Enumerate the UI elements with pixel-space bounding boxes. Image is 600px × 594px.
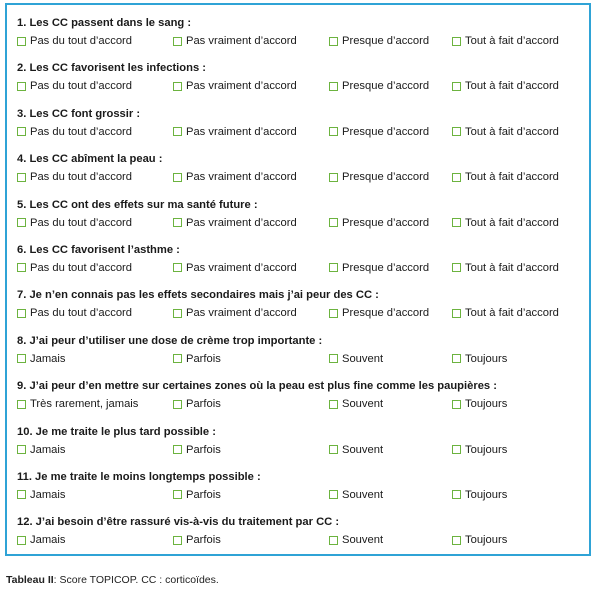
checkbox-icon[interactable] <box>173 218 182 227</box>
checkbox-icon[interactable] <box>173 263 182 272</box>
checkbox-icon[interactable] <box>452 490 461 499</box>
question-4 <box>17 149 587 194</box>
option-label: Presque d’accord <box>342 261 430 274</box>
checkbox-option[interactable] <box>329 398 383 410</box>
caption-text: : Score TOPICOP. CC : corticoïdes. <box>53 574 219 586</box>
checkbox-option[interactable] <box>329 217 429 229</box>
option-label: Presque d’accord <box>342 307 430 320</box>
checkbox-option[interactable] <box>452 534 507 546</box>
option-label: Jamais <box>30 443 66 456</box>
checkbox-icon[interactable] <box>452 173 461 182</box>
answer-options <box>17 444 587 458</box>
question-title: 9. J’ai peur d’en mettre sur certaines zones où la peau est plus fine comme les paupières : <box>17 380 497 393</box>
option-label: Pas vraiment d’accord <box>186 261 297 274</box>
checkbox-icon[interactable] <box>17 218 26 227</box>
checkbox-option[interactable] <box>173 80 297 92</box>
checkbox-icon[interactable] <box>452 400 461 409</box>
checkbox-option[interactable] <box>17 398 138 410</box>
checkbox-icon[interactable] <box>329 218 338 227</box>
answer-options <box>17 489 587 503</box>
checkbox-option[interactable] <box>17 35 132 47</box>
option-label: Toujours <box>465 534 508 547</box>
answer-options <box>17 171 587 185</box>
option-label: Toujours <box>465 352 508 365</box>
checkbox-option[interactable] <box>452 262 559 274</box>
checkbox-icon[interactable] <box>329 354 338 363</box>
option-label: Presque d’accord <box>342 171 430 184</box>
question-9 <box>17 376 587 421</box>
question-1 <box>17 13 587 58</box>
question-6 <box>17 240 587 285</box>
option-label: Tout à fait d’accord <box>465 307 559 320</box>
checkbox-option[interactable] <box>173 398 221 410</box>
checkbox-icon[interactable] <box>329 263 338 272</box>
answer-options <box>17 262 587 276</box>
checkbox-option[interactable] <box>17 80 132 92</box>
option-label: Pas du tout d’accord <box>30 80 132 93</box>
question-title: 12. J’ai besoin d’être rassuré vis-à-vis du traitement par CC : <box>17 516 340 529</box>
checkbox-icon[interactable] <box>173 354 182 363</box>
checkbox-icon[interactable] <box>329 445 338 454</box>
checkbox-icon[interactable] <box>329 173 338 182</box>
option-label: Jamais <box>30 488 66 501</box>
question-2 <box>17 58 587 103</box>
checkbox-icon[interactable] <box>452 536 461 545</box>
checkbox-option[interactable] <box>452 217 559 229</box>
checkbox-option[interactable] <box>329 534 383 546</box>
option-label: Parfois <box>186 534 221 547</box>
option-label: Tout à fait d’accord <box>465 261 559 274</box>
option-label: Pas vraiment d’accord <box>186 216 297 229</box>
answer-options <box>17 353 587 367</box>
answer-options <box>17 534 587 548</box>
option-label: Pas du tout d’accord <box>30 261 132 274</box>
answer-options <box>17 35 587 49</box>
checkbox-icon[interactable] <box>452 354 461 363</box>
question-title: 7. Je n’en connais pas les effets secondaires mais j’ai peur des CC : <box>17 289 379 302</box>
option-label: Souvent <box>342 398 384 411</box>
checkbox-option[interactable] <box>329 171 429 183</box>
option-label: Pas vraiment d’accord <box>186 125 297 138</box>
option-label: Presque d’accord <box>342 216 430 229</box>
option-label: Pas du tout d’accord <box>30 216 132 229</box>
checkbox-option[interactable] <box>173 307 297 319</box>
checkbox-icon[interactable] <box>173 490 182 499</box>
checkbox-option[interactable] <box>329 262 429 274</box>
checkbox-option[interactable] <box>17 444 65 456</box>
checkbox-icon[interactable] <box>329 400 338 409</box>
checkbox-icon[interactable] <box>173 445 182 454</box>
caption-label: Tableau II <box>6 574 54 586</box>
option-label: Presque d’accord <box>342 80 430 93</box>
option-label: Pas du tout d’accord <box>30 125 132 138</box>
checkbox-icon[interactable] <box>17 445 26 454</box>
question-title: 5. Les CC ont des effets sur ma santé future : <box>17 198 258 211</box>
checkbox-icon[interactable] <box>17 536 26 545</box>
checkbox-option[interactable] <box>452 80 559 92</box>
option-label: Pas vraiment d’accord <box>186 35 297 47</box>
checkbox-icon[interactable] <box>17 490 26 499</box>
option-label: Tout à fait d’accord <box>465 216 559 229</box>
checkbox-option[interactable] <box>173 171 297 183</box>
checkbox-icon[interactable] <box>17 37 26 46</box>
option-label: Pas vraiment d’accord <box>186 80 297 93</box>
checkbox-option[interactable] <box>329 444 383 456</box>
option-label: Très rarement, jamais <box>30 398 139 411</box>
checkbox-option[interactable] <box>329 126 429 138</box>
checkbox-icon[interactable] <box>452 127 461 136</box>
option-label: Parfois <box>186 398 221 411</box>
checkbox-icon[interactable] <box>17 82 26 91</box>
checkbox-option[interactable] <box>329 80 429 92</box>
checkbox-option[interactable] <box>452 353 507 365</box>
option-label: Souvent <box>342 488 384 501</box>
option-label: Tout à fait d’accord <box>465 171 559 184</box>
question-10 <box>17 422 587 467</box>
checkbox-option[interactable] <box>17 262 132 274</box>
answer-options <box>17 80 587 94</box>
checkbox-option[interactable] <box>173 534 221 546</box>
option-label: Jamais <box>30 534 66 547</box>
checkbox-option[interactable] <box>17 489 65 501</box>
checkbox-option[interactable] <box>452 307 559 319</box>
questions-list <box>17 13 587 558</box>
checkbox-option[interactable] <box>173 35 297 47</box>
checkbox-icon[interactable] <box>173 37 182 46</box>
question-title: 3. Les CC font grossir : <box>17 107 141 120</box>
checkbox-icon[interactable] <box>17 309 26 318</box>
question-11 <box>17 467 587 512</box>
option-label: Presque d’accord <box>342 125 430 138</box>
question-title: 1. Les CC passent dans le sang : <box>17 17 192 29</box>
option-label: Pas vraiment d’accord <box>186 171 297 184</box>
answer-options <box>17 307 587 321</box>
answer-options <box>17 398 587 412</box>
checkbox-icon[interactable] <box>17 173 26 182</box>
checkbox-icon[interactable] <box>17 127 26 136</box>
questionnaire-frame <box>5 3 591 556</box>
option-label: Toujours <box>465 398 508 411</box>
checkbox-icon[interactable] <box>452 218 461 227</box>
checkbox-icon[interactable] <box>452 445 461 454</box>
checkbox-option[interactable] <box>173 444 221 456</box>
checkbox-icon[interactable] <box>17 354 26 363</box>
option-label: Parfois <box>186 352 221 365</box>
option-label: Souvent <box>342 534 384 547</box>
question-5 <box>17 195 587 240</box>
question-8 <box>17 331 587 376</box>
question-7 <box>17 285 587 330</box>
option-label: Tout à fait d’accord <box>465 35 559 47</box>
option-label: Tout à fait d’accord <box>465 125 559 138</box>
checkbox-option[interactable] <box>17 307 132 319</box>
question-12 <box>17 512 587 557</box>
checkbox-option[interactable] <box>329 489 383 501</box>
checkbox-icon[interactable] <box>452 82 461 91</box>
answer-options <box>17 217 587 231</box>
checkbox-icon[interactable] <box>173 536 182 545</box>
option-label: Pas du tout d’accord <box>30 307 132 320</box>
checkbox-icon[interactable] <box>173 173 182 182</box>
checkbox-option[interactable] <box>17 126 132 138</box>
checkbox-option[interactable] <box>452 35 559 47</box>
checkbox-option[interactable] <box>173 217 297 229</box>
option-label: Souvent <box>342 443 384 456</box>
checkbox-icon[interactable] <box>452 309 461 318</box>
option-label: Pas du tout d’accord <box>30 171 132 184</box>
checkbox-option[interactable] <box>452 171 559 183</box>
table-caption <box>6 574 219 586</box>
option-label: Tout à fait d’accord <box>465 80 559 93</box>
checkbox-icon[interactable] <box>173 400 182 409</box>
option-label: Souvent <box>342 352 384 365</box>
checkbox-icon[interactable] <box>329 82 338 91</box>
question-title: 11. Je me traite le moins longtemps possible : <box>17 470 261 483</box>
checkbox-icon[interactable] <box>329 536 338 545</box>
checkbox-icon[interactable] <box>329 490 338 499</box>
question-title: 6. Les CC favorisent l’asthme : <box>17 243 180 256</box>
option-label: Parfois <box>186 488 221 501</box>
answer-options <box>17 126 587 140</box>
question-title: 2. Les CC favorisent les infections : <box>17 62 206 75</box>
checkbox-option[interactable] <box>452 126 559 138</box>
checkbox-option[interactable] <box>17 171 132 183</box>
checkbox-icon[interactable] <box>329 309 338 318</box>
checkbox-option[interactable] <box>173 126 297 138</box>
checkbox-option[interactable] <box>329 353 383 365</box>
question-3 <box>17 104 587 149</box>
checkbox-option[interactable] <box>329 307 429 319</box>
option-label: Pas du tout d’accord <box>30 35 132 47</box>
option-label: Parfois <box>186 443 221 456</box>
checkbox-option[interactable] <box>173 353 221 365</box>
checkbox-option[interactable] <box>17 217 132 229</box>
checkbox-option[interactable] <box>452 444 507 456</box>
question-title: 8. J’ai peur d’utiliser une dose de crème trop importante : <box>17 334 323 347</box>
checkbox-icon[interactable] <box>452 37 461 46</box>
checkbox-icon[interactable] <box>329 37 338 46</box>
checkbox-icon[interactable] <box>452 263 461 272</box>
checkbox-option[interactable] <box>17 534 65 546</box>
checkbox-option[interactable] <box>17 353 65 365</box>
checkbox-icon[interactable] <box>17 400 26 409</box>
option-label: Pas vraiment d’accord <box>186 307 297 320</box>
checkbox-icon[interactable] <box>173 82 182 91</box>
option-label: Toujours <box>465 488 508 501</box>
checkbox-option[interactable] <box>452 489 507 501</box>
question-title: 4. Les CC abîment la peau : <box>17 153 163 166</box>
question-title: 10. Je me traite le plus tard possible : <box>17 425 216 438</box>
checkbox-icon[interactable] <box>173 309 182 318</box>
option-label: Toujours <box>465 443 508 456</box>
option-label: Jamais <box>30 352 66 365</box>
checkbox-icon[interactable] <box>17 263 26 272</box>
checkbox-icon[interactable] <box>329 127 338 136</box>
checkbox-icon[interactable] <box>173 127 182 136</box>
option-label: Presque d’accord <box>342 35 430 47</box>
checkbox-option[interactable] <box>173 262 297 274</box>
checkbox-option[interactable] <box>329 35 429 47</box>
checkbox-option[interactable] <box>452 398 507 410</box>
checkbox-option[interactable] <box>173 489 221 501</box>
